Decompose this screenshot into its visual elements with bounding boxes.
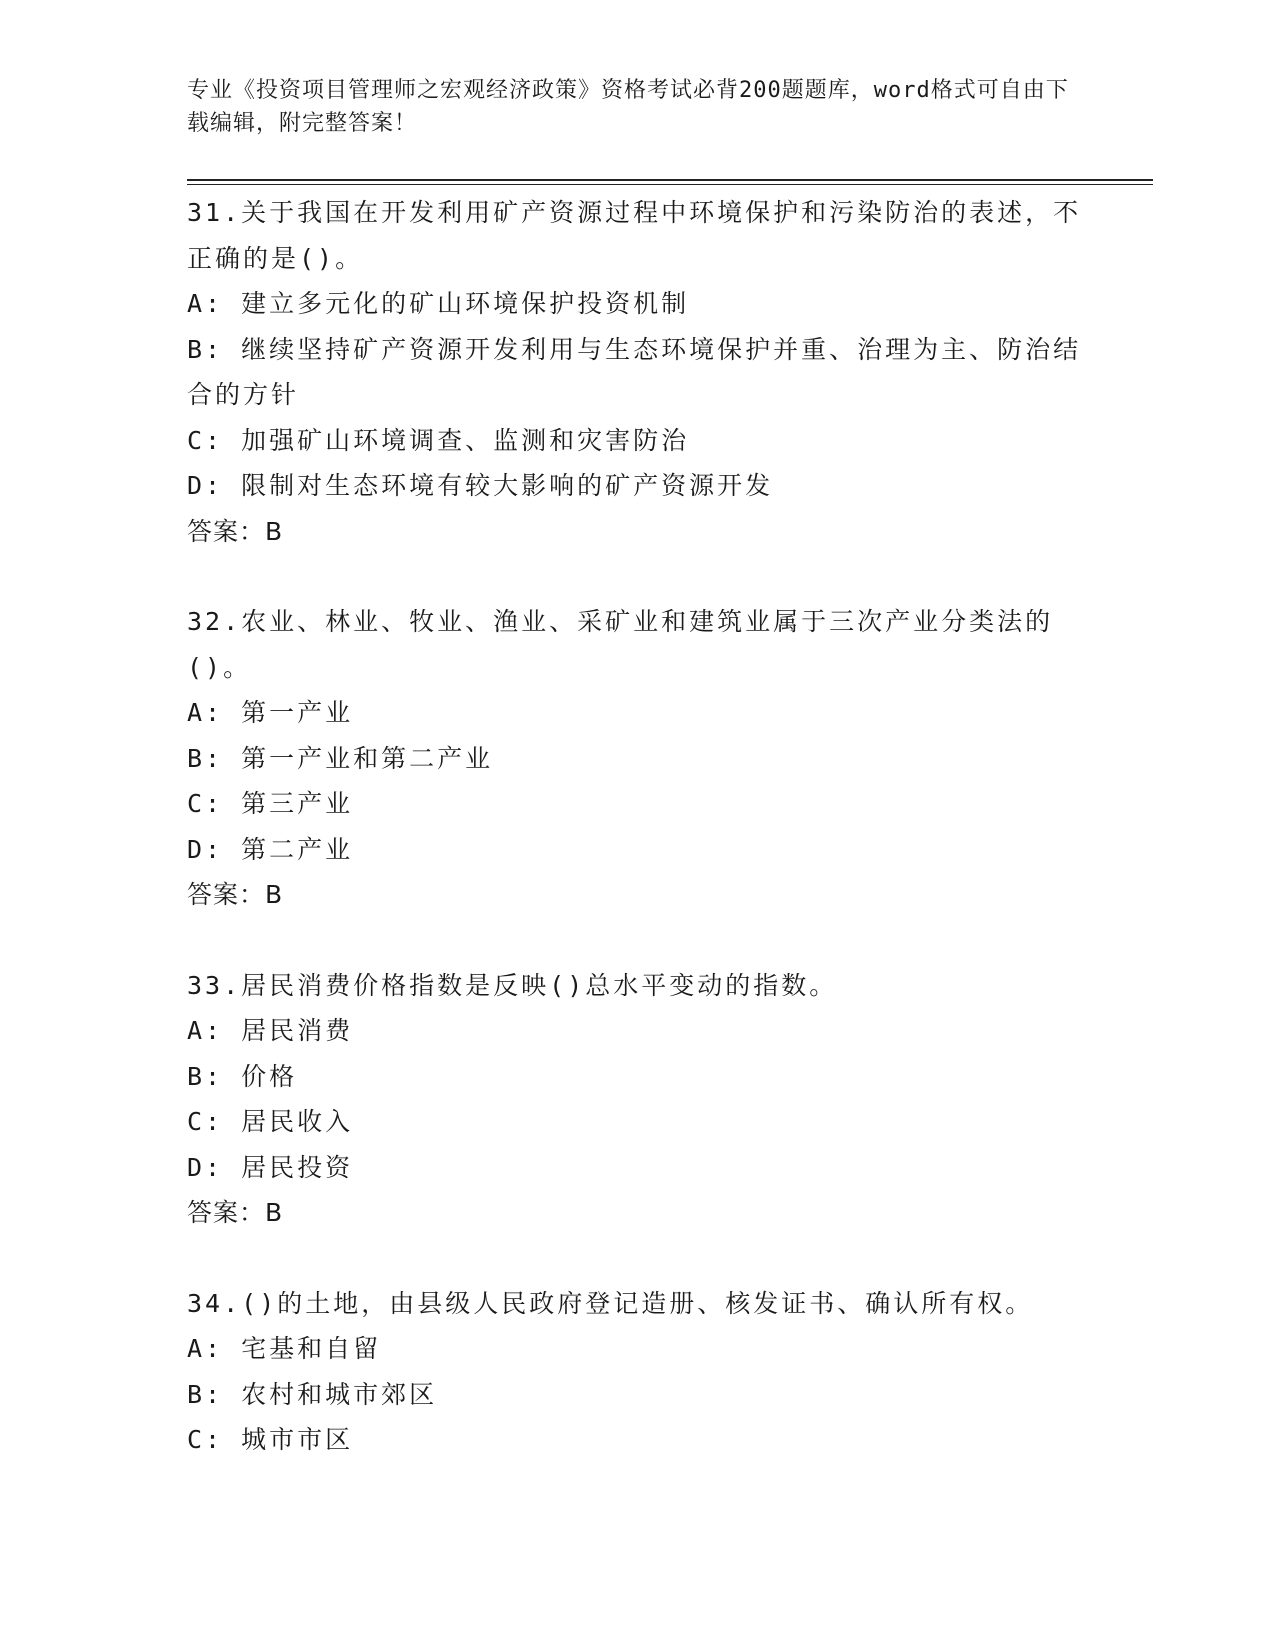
question-stem: 31.关于我国在开发利用矿产资源过程中环境保护和污染防治的表述，不正确的是()。 bbox=[187, 198, 1082, 273]
option-d: D: 第二产业 bbox=[187, 834, 354, 864]
question-stem: 33.居民消费价格指数是反映()总水平变动的指数。 bbox=[187, 970, 838, 1000]
option-a: A: 建立多元化的矿山环境保护投资机制 bbox=[187, 289, 690, 318]
option-c: C: 第三产业 bbox=[187, 789, 354, 818]
option-d: D: 居民投资 bbox=[187, 1152, 354, 1182]
option-c: C: 居民收入 bbox=[187, 1107, 354, 1136]
question-stem: 34.()的土地，由县级人民政府登记造册、核发证书、确认所有权。 bbox=[187, 1288, 1034, 1318]
header-divider-thin bbox=[187, 184, 1153, 185]
option-d: D: 限制对生态环境有较大影响的矿产资源开发 bbox=[187, 471, 774, 500]
header-divider-thick bbox=[187, 179, 1153, 181]
option-c: C: 加强矿山环境调查、监测和灾害防治 bbox=[187, 425, 690, 455]
option-b: B: 农村和城市郊区 bbox=[187, 1379, 438, 1409]
answer: 答案：B bbox=[187, 880, 284, 909]
question-33 bbox=[187, 963, 1087, 1236]
answer: 答案：B bbox=[187, 1198, 284, 1227]
question-list bbox=[187, 190, 1087, 1508]
question-31 bbox=[187, 190, 1087, 554]
question-stem: 32.农业、林业、牧业、渔业、采矿业和建筑业属于三次产业分类法的()。 bbox=[187, 607, 1054, 682]
question-34 bbox=[187, 1281, 1087, 1463]
option-a: A: 居民消费 bbox=[187, 1016, 354, 1045]
document-header: 专业《投资项目管理师之宏观经济政策》资格考试必背200题题库，word格式可自由下载编辑，附完整答案！ bbox=[187, 78, 1069, 136]
option-a: A: 宅基和自留 bbox=[187, 1334, 382, 1363]
option-b: B: 价格 bbox=[187, 1061, 298, 1091]
option-a: A: 第一产业 bbox=[187, 698, 354, 727]
question-32 bbox=[187, 599, 1087, 918]
option-c: C: 城市市区 bbox=[187, 1425, 354, 1454]
option-b: B: 继续坚持矿产资源开发利用与生态环境保护并重、治理为主、防治结合的方针 bbox=[187, 334, 1082, 409]
answer: 答案：B bbox=[187, 516, 284, 546]
option-b: B: 第一产业和第二产业 bbox=[187, 743, 494, 773]
